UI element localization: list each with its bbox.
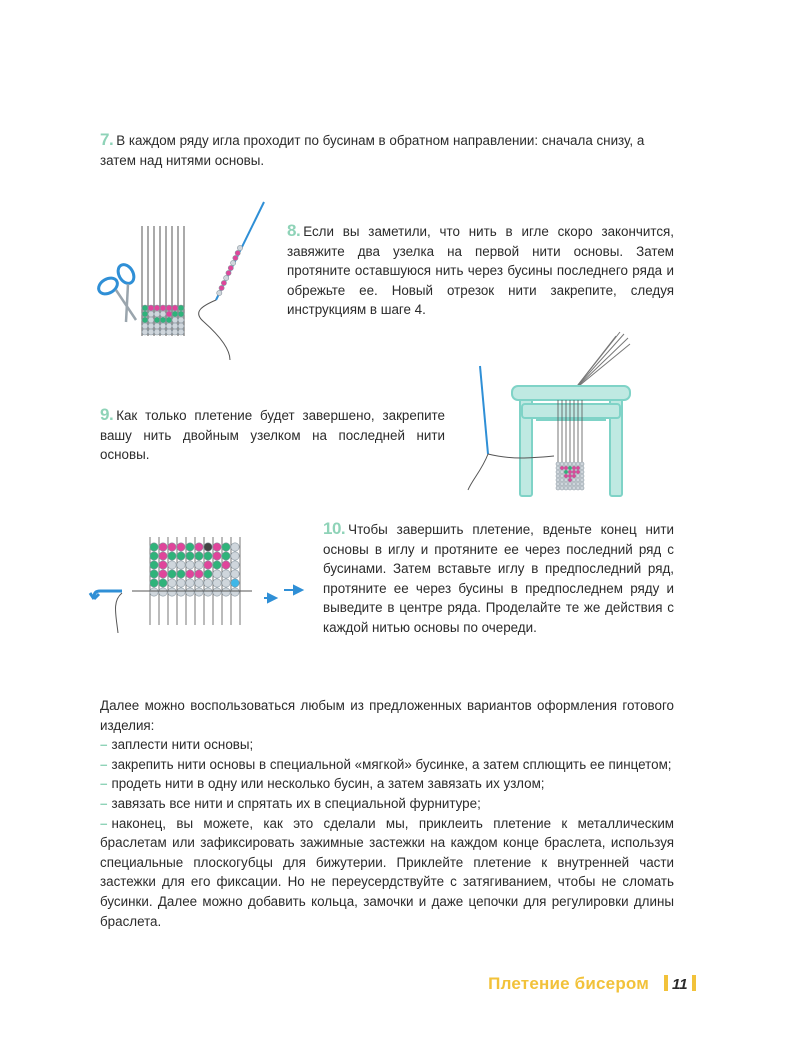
bead [580, 486, 584, 490]
bead [576, 470, 580, 474]
list-item: – закрепить нити основы в специальной «мягкой» бусинке, а затем сплющить ее пинцетом; [100, 756, 672, 772]
bead [568, 478, 572, 482]
bead [231, 260, 236, 265]
bead [237, 245, 242, 250]
bead [159, 570, 167, 578]
bead [166, 317, 172, 323]
bead [178, 329, 184, 335]
bead [576, 478, 580, 482]
bead [580, 478, 584, 482]
bead [235, 250, 240, 255]
bead [556, 462, 560, 466]
step-10 [323, 519, 674, 638]
bead [217, 290, 222, 295]
bead [154, 305, 160, 311]
bead [213, 543, 221, 551]
bead [154, 317, 160, 323]
footer-divider-right [692, 975, 696, 991]
bead [231, 570, 239, 578]
bead [556, 470, 560, 474]
bead [142, 305, 148, 311]
bead [172, 329, 178, 335]
bead [564, 482, 568, 486]
bead [160, 329, 166, 335]
bead [204, 561, 212, 569]
bead [172, 323, 178, 329]
bead-loom-illustration [462, 330, 662, 505]
bead [231, 588, 239, 596]
bead [580, 462, 584, 466]
bead [168, 543, 176, 551]
bead [177, 552, 185, 560]
step-8-text: Если вы заметили, что нить в игле скоро закончится, завяжите два узелка на первой нити основы. Затем протяните оставшуюся нить через бусины последнего ряда и обрежьте ее. Новый отрезок нити закрепите, следуя инструкциям в шаге 4. [287, 224, 674, 318]
bead [576, 466, 580, 470]
bead [178, 317, 184, 323]
bead [233, 255, 238, 260]
bead [572, 462, 576, 466]
bead [148, 305, 154, 311]
bead [222, 561, 230, 569]
arrow-right-icon [264, 586, 302, 602]
bead [564, 486, 568, 490]
bead [166, 305, 172, 311]
bead [228, 265, 233, 270]
bead [204, 570, 212, 578]
bead [556, 486, 560, 490]
bead [154, 323, 160, 329]
bead [166, 311, 172, 317]
bead [168, 561, 176, 569]
bead [142, 323, 148, 329]
arrow-left-icon [90, 591, 122, 599]
bead [224, 275, 229, 280]
bead [148, 323, 154, 329]
bead [195, 561, 203, 569]
bead [168, 588, 176, 596]
bead [556, 466, 560, 470]
bead [150, 552, 158, 560]
step-8-number: 8. [287, 221, 301, 240]
list-item: – продеть нити в одну или несколько бусин, а затем завязать их узлом; [100, 776, 545, 792]
bead [560, 478, 564, 482]
bead [150, 561, 158, 569]
bead [231, 579, 239, 587]
bead [560, 466, 564, 470]
bead [204, 543, 212, 551]
bead [568, 474, 572, 478]
bead [195, 579, 203, 587]
bead [166, 329, 172, 335]
step-10-text: Чтобы завершить плетение, вденьте конец нити основы в иглу и протяните ее через последний ряд с бусинами. Затем вставьте иглу в предпоследний ряд, протяните ее через бусины в предпоследнем ряду и выведите в центре ряда. Проделайте те же действия с каждой нитью основы по очереди. [323, 522, 674, 635]
bead [148, 329, 154, 335]
bead [186, 552, 194, 560]
bead [148, 311, 154, 317]
bead [564, 478, 568, 482]
bead [159, 579, 167, 587]
bead [213, 588, 221, 596]
bead [560, 486, 564, 490]
bead [159, 588, 167, 596]
footer-divider [664, 975, 668, 991]
bead [222, 588, 230, 596]
bead [572, 466, 576, 470]
step-7-text: В каждом ряду игла проходит по бусинам в обратном направлении: сначала снизу, а затем над нитями основы. [100, 133, 645, 168]
bead [172, 305, 178, 311]
bead [572, 474, 576, 478]
bead [168, 552, 176, 560]
bead [150, 543, 158, 551]
bead [160, 311, 166, 317]
bead [568, 462, 572, 466]
step-7-number: 7. [100, 130, 114, 149]
bead [159, 552, 167, 560]
bead [580, 470, 584, 474]
bead [195, 543, 203, 551]
bead [186, 561, 194, 569]
bead [568, 482, 572, 486]
bead [572, 470, 576, 474]
needle-icon [199, 202, 264, 360]
bead [204, 579, 212, 587]
bead [159, 561, 167, 569]
bead [177, 543, 185, 551]
bead [560, 482, 564, 486]
bead [178, 311, 184, 317]
bead [160, 305, 166, 311]
bead [568, 470, 572, 474]
bead [221, 280, 226, 285]
finishing-intro: Далее можно воспользоваться любым из предложенных вариантов оформления готового изделия: [100, 698, 674, 733]
list-item: – заплести нити основы; [100, 737, 254, 753]
bead [213, 579, 221, 587]
bead [231, 561, 239, 569]
bead [572, 482, 576, 486]
bead [213, 552, 221, 560]
bead [159, 543, 167, 551]
bead [154, 329, 160, 335]
bead [178, 323, 184, 329]
bead [204, 552, 212, 560]
bead [186, 588, 194, 596]
bead [177, 561, 185, 569]
step-8 [287, 221, 674, 320]
bead [572, 478, 576, 482]
step-9 [100, 405, 445, 465]
bead [160, 323, 166, 329]
bead [576, 474, 580, 478]
bead [166, 323, 172, 329]
bead [150, 588, 158, 596]
bead [186, 543, 194, 551]
page-number: 11 [671, 976, 688, 993]
bead [213, 570, 221, 578]
step-9-number: 9. [100, 405, 114, 424]
step-9-text: Как только плетение будет завершено, закрепите вашу нить двойным узелком на последней нити основы. [100, 408, 445, 463]
bead [150, 570, 158, 578]
bead [568, 466, 572, 470]
bead [580, 466, 584, 470]
bead [168, 570, 176, 578]
list-item: – завязать все нити и спрятать их в специальной фурнитуре; [100, 795, 481, 811]
bead [564, 462, 568, 466]
bead [580, 474, 584, 478]
bead [580, 482, 584, 486]
bead [142, 311, 148, 317]
book-title: Плетение бисером [488, 974, 650, 993]
bead [195, 552, 203, 560]
bead [213, 561, 221, 569]
bead [572, 486, 576, 490]
bead [204, 588, 212, 596]
bead [564, 466, 568, 470]
bead [556, 478, 560, 482]
bead [195, 588, 203, 596]
step-7 [100, 130, 674, 170]
scissors-icon [96, 262, 137, 322]
bead [150, 579, 158, 587]
bead [148, 317, 154, 323]
bead [186, 570, 194, 578]
bead-pattern-illustration [92, 535, 307, 635]
list-item: – наконец, вы можете, как это сделали мы, приклеить плетение к металлическим браслетам или зафиксировать зажимные застежки на каждом конце браслета, используя специальные плоскогубцы для бижутерии. Приклейте плетение к внутренней части застежки для его фиксации. Но не переусердствуйте с затягиванием, чтобы не сломать бусинки. Далее можно добавить кольца, замочки и даже цепочки для регулировки длины браслета. [100, 815, 674, 929]
finishing-section [100, 696, 674, 931]
bead [576, 482, 580, 486]
step-8-illustration [92, 200, 272, 360]
bead [178, 305, 184, 311]
step-10-number: 10. [323, 519, 346, 538]
bead [231, 552, 239, 560]
bead [195, 570, 203, 578]
bead [222, 579, 230, 587]
bead [564, 470, 568, 474]
bead [560, 474, 564, 478]
bead [556, 482, 560, 486]
bead [560, 462, 564, 466]
bead [231, 543, 239, 551]
bead [142, 329, 148, 335]
bead [186, 579, 194, 587]
bead [222, 570, 230, 578]
bead [556, 474, 560, 478]
bead [560, 470, 564, 474]
bead [168, 579, 176, 587]
bead [576, 486, 580, 490]
bead [154, 311, 160, 317]
bead [177, 579, 185, 587]
bead [219, 285, 224, 290]
bead [160, 317, 166, 323]
bead [222, 552, 230, 560]
bead [222, 543, 230, 551]
bead [568, 486, 572, 490]
bead [226, 270, 231, 275]
page-footer [488, 974, 696, 994]
bead [564, 474, 568, 478]
bead [177, 570, 185, 578]
bead [142, 317, 148, 323]
beaded-rows [142, 305, 184, 335]
bead [576, 462, 580, 466]
bead [177, 588, 185, 596]
bead [172, 317, 178, 323]
bead [172, 311, 178, 317]
